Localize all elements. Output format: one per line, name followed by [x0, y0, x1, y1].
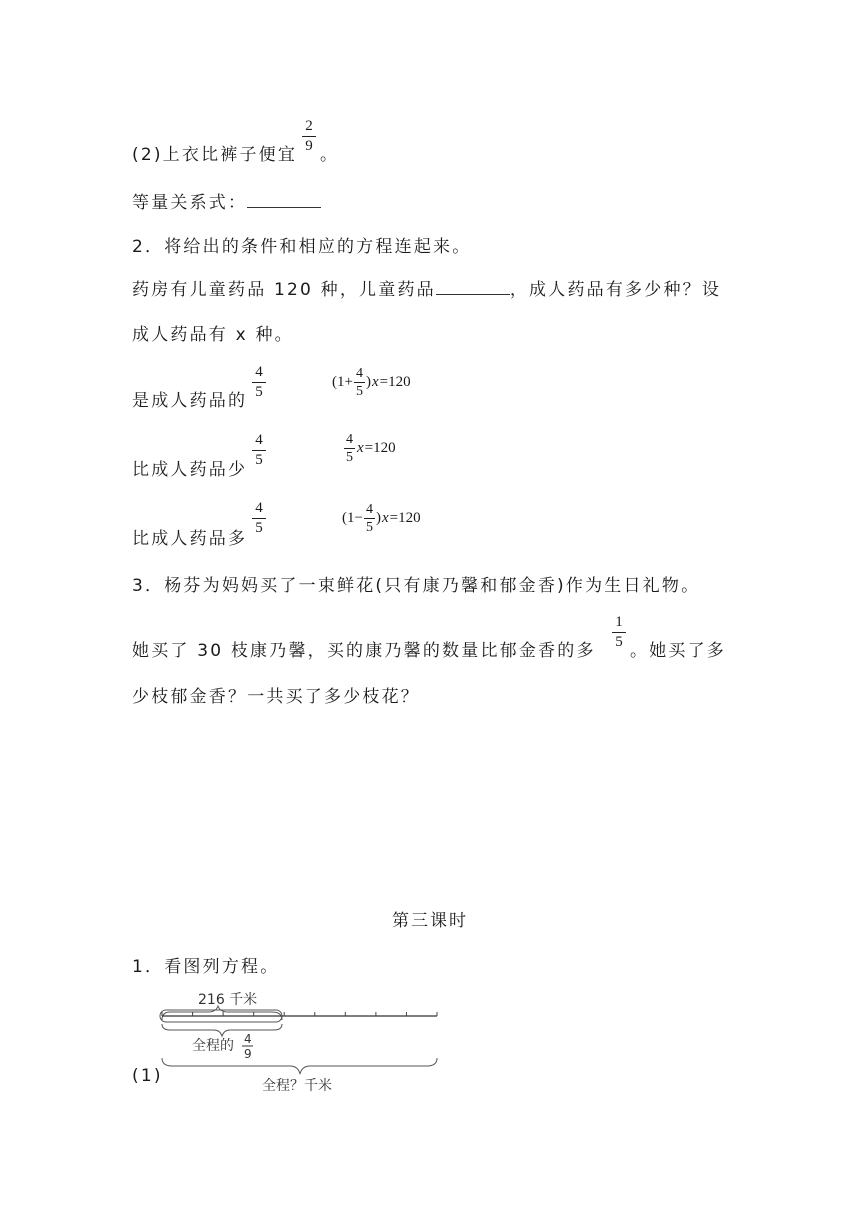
equation-2: 4 5 x =120	[346, 432, 396, 465]
answer-blank[interactable]	[247, 193, 321, 208]
item2-line1-a: 药房有儿童药品 120 种，儿童药品	[132, 280, 436, 300]
item2-heading: 2．将给出的条件和相应的方程连起来。	[132, 237, 472, 257]
condition-1: 是成人药品的	[132, 391, 248, 411]
line-segment-diagram	[132, 986, 452, 1100]
condition-2-fraction: 4 5	[252, 432, 266, 469]
diagram-svg	[132, 986, 452, 1096]
diagram-part-numerator: 4	[244, 1032, 252, 1046]
item3-line2: 她买了 30 枝康乃馨，买的康乃馨的数量比郁金香的多	[132, 641, 596, 661]
item3-line3: 少枝郁金香？一共买了多少枝花？	[132, 687, 420, 707]
condition-2: 比成人药品少	[132, 460, 248, 480]
part-brace	[162, 1024, 282, 1036]
diagram-part-denominator: 9	[244, 1047, 252, 1061]
relation-label: 等量关系式：	[132, 193, 248, 213]
condition-3: 比成人药品多	[132, 529, 248, 549]
q2-sub-text: (2)上衣比裤子便宜	[132, 145, 298, 165]
lesson3-sub-label: (1)	[132, 1066, 163, 1086]
item3-line1: 3．杨芬为妈妈买了一束鲜花(只有康乃馨和郁金香)作为生日礼物。	[132, 576, 701, 596]
total-brace	[162, 1058, 437, 1074]
fraction-numerator: 2	[305, 118, 313, 134]
diagram-total-label: 全程？千米	[262, 1078, 332, 1094]
lesson3-heading: 1．看图列方程。	[132, 957, 280, 977]
relation-line	[132, 188, 321, 213]
diagram-part-label: 全程的	[192, 1038, 234, 1054]
diagram-top-label: 216 千米	[198, 992, 258, 1008]
item2-line2: 成人药品有 x 种。	[132, 325, 294, 345]
q2-sub-question	[132, 140, 297, 165]
equation-3: (1− 4 5 ) x =120	[342, 502, 421, 535]
top-brace	[162, 1006, 282, 1020]
equation-1: (1+ 4 5 ) x =120	[332, 366, 411, 399]
item3-fraction: 1 5	[612, 614, 626, 651]
condition-3-fraction: 4 5	[252, 500, 266, 537]
item3-line2-tail: 。她买了多	[630, 641, 726, 661]
q2-sub-tail: 。	[320, 145, 340, 165]
item2-line1-b: ，成人药品有多少种？设	[509, 280, 722, 300]
item2-line1	[132, 275, 721, 300]
fraction-denominator: 9	[305, 138, 313, 154]
section-title: 第三课时	[392, 911, 468, 931]
q2-sub-fraction	[302, 118, 316, 155]
condition-1-fraction: 4 5	[252, 364, 266, 401]
condition-blank[interactable]	[436, 280, 510, 295]
